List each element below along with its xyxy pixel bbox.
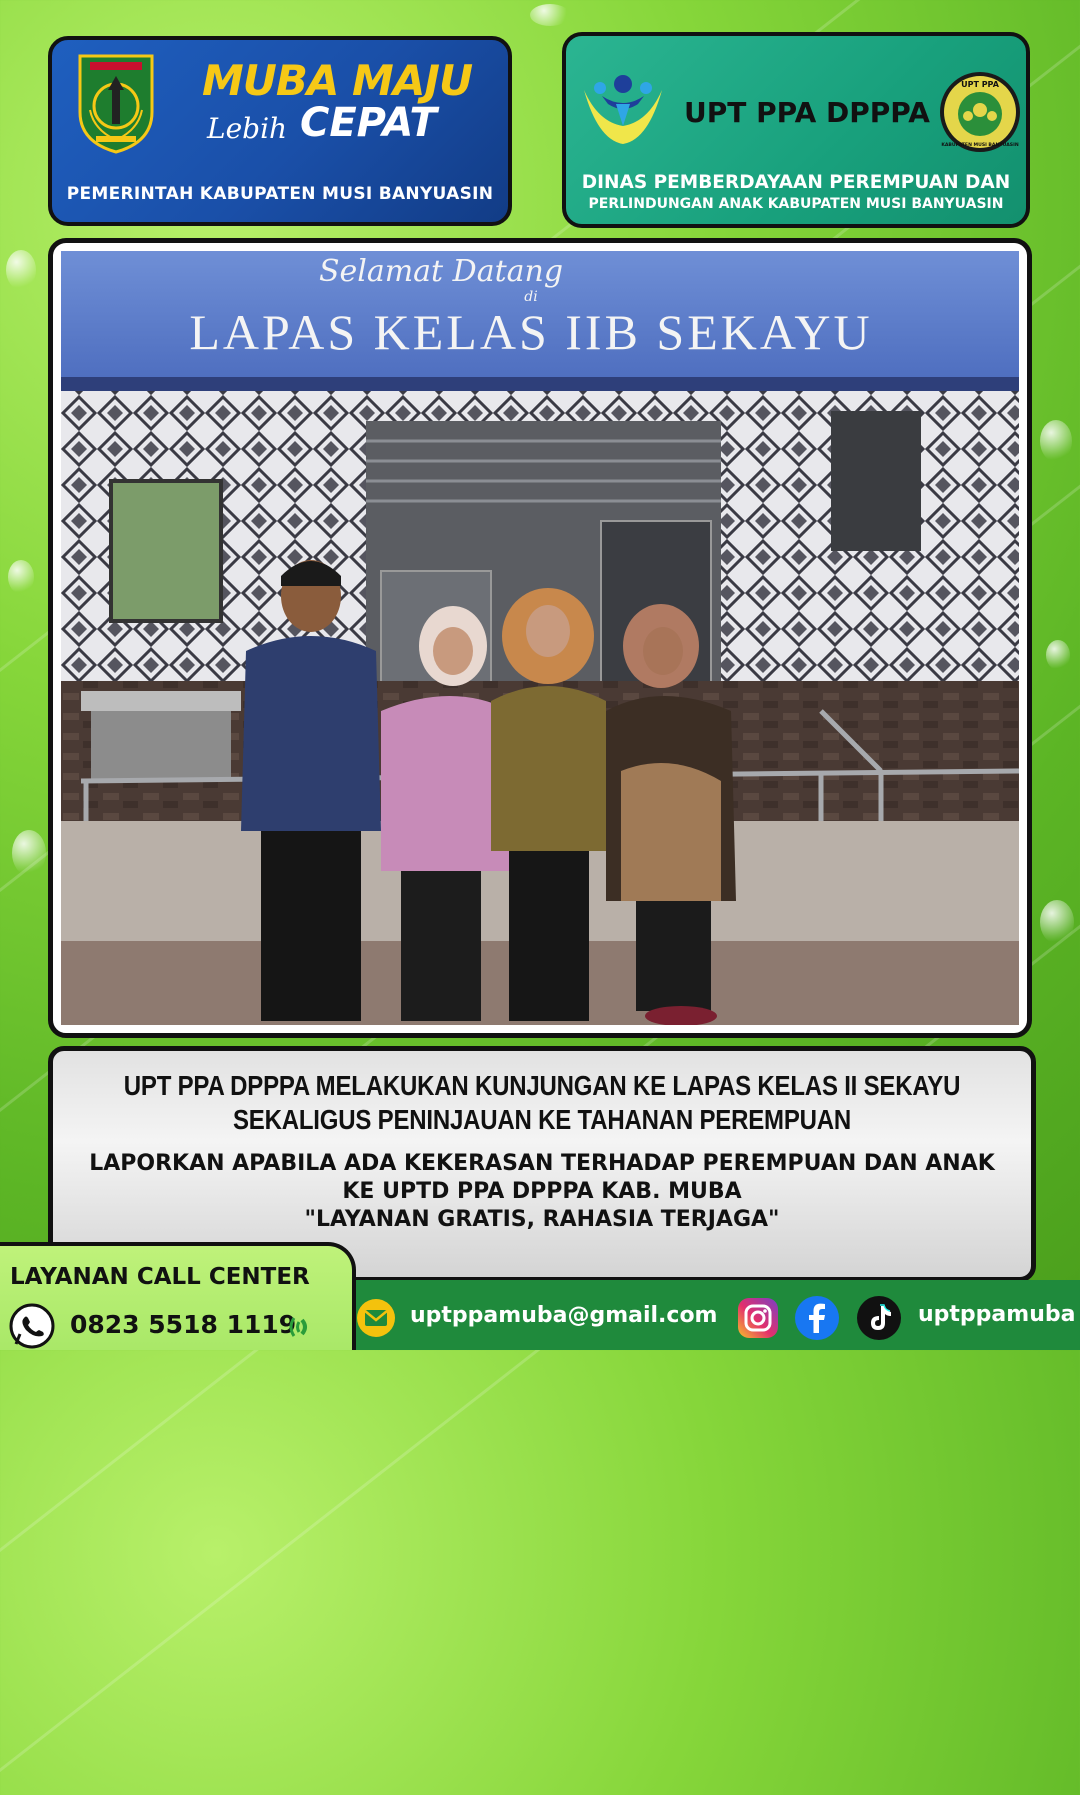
water-drop [8,560,34,594]
water-drop [12,830,46,876]
water-drop [1046,640,1070,670]
mail-icon[interactable] [356,1298,396,1338]
tiktok-icon[interactable] [856,1295,902,1341]
badge-bottom-text: KABUPATEN MUSI BANYUASIN [941,143,1019,148]
whatsapp-icon[interactable] [8,1302,56,1350]
government-header-panel [48,36,512,226]
phone-ring-icon [284,1312,314,1342]
water-drop [6,250,36,290]
badge-top-text: UPT PPA [961,80,999,89]
brand-slogan-lebih: Lebih [207,112,288,145]
water-drop [530,4,570,26]
call-center-box [0,1242,356,1350]
water-drop [1040,420,1072,462]
instagram-icon[interactable] [736,1296,780,1340]
announcement-headline-line1: UPT PPA DPPPA MELAKUKAN KUNJUNGAN KE LAPAS KELAS II SEKAYU [123,1070,961,1102]
family-protection-logo-icon [578,70,668,150]
agency-full-name-line1: DINAS PEMBERDAYAAN PEREMPUAN DAN [581,172,1011,193]
agency-title: UPT PPA DPPPA [684,96,930,129]
social-media-handle[interactable]: uptppamuba [918,1302,1076,1327]
photo-frame [48,238,1032,1038]
call-center-title: LAYANAN CALL CENTER [10,1264,310,1290]
brand-slogan-top: MUBA MAJU [202,56,473,105]
sign-di-text: di [524,289,538,305]
upt-ppa-badge-icon [938,70,1022,154]
facebook-icon[interactable] [794,1295,840,1341]
sign-main-text: LAPAS KELAS IIB SEKAYU [189,304,873,360]
announcement-headline-line2: SEKALIGUS PENINJAUAN KE TAHANAN PEREMPUAN [232,1104,852,1136]
announcement-body-line1: LAPORKAN APABILA ADA KEKERASAN TERHADAP PEREMPUAN DAN ANAK [89,1151,995,1176]
announcement-body-line3: "LAYANAN GRATIS, RAHASIA TERJAGA" [304,1207,780,1232]
government-name: PEMERINTAH KABUPATEN MUSI BANYUASIN [66,184,494,204]
regency-emblem-icon [74,50,158,154]
brand-slogan-cepat: CEPAT [300,100,437,146]
sign-greeting-text: Selamat Datang [318,254,564,289]
visit-group-photo [61,251,1019,1025]
announcement-body-line2: KE UPTD PPA DPPPA KAB. MUBA [342,1179,742,1204]
call-center-phone-number[interactable]: 0823 5518 1119 [70,1310,297,1339]
agency-full-name-line2: PERLINDUNGAN ANAK KABUPATEN MUSI BANYUASIN [588,196,1004,212]
agency-header-panel [562,32,1030,228]
water-drop [1040,900,1074,944]
email-address[interactable]: uptppamuba@gmail.com [410,1303,718,1328]
